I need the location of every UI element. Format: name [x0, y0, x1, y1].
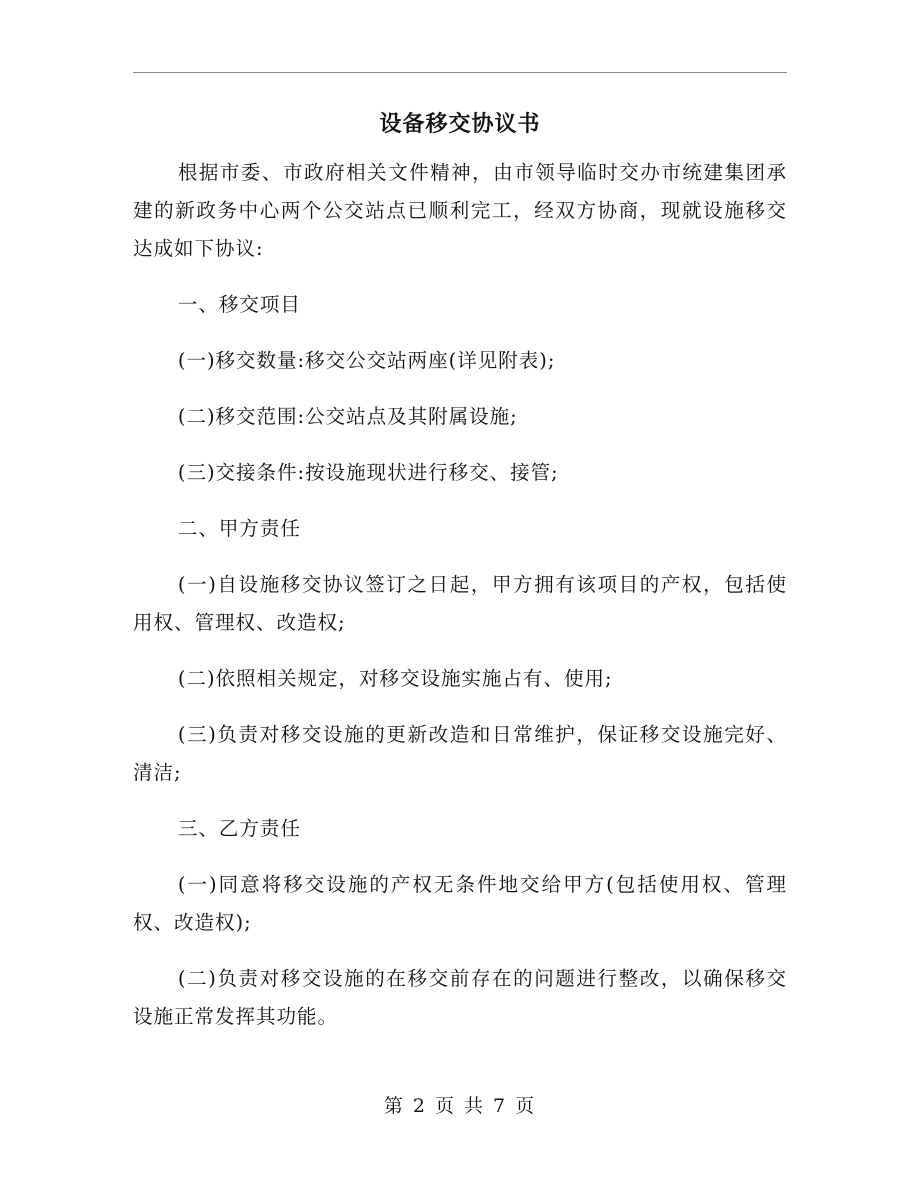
- paragraph-item: (一)同意将移交设施的产权无条件地交给甲方(包括使用权、管理权、改造权);: [133, 873, 787, 934]
- section-heading-1: 一、移交项目: [177, 293, 301, 316]
- paragraph-item: (二)负责对移交设施的在移交前存在的问题进行整改，以确保移交设施正常发挥其功能。: [133, 967, 787, 1028]
- paragraph-item: (一)移交数量:移交公交站两座(详见附表);: [177, 349, 556, 372]
- header-rule: [133, 72, 787, 73]
- paragraph-item: (二)依照相关规定，对移交设施实施占有、使用;: [177, 667, 613, 690]
- section-heading-3: 三、乙方责任: [177, 817, 301, 840]
- page-number: 第 2 页 共 7 页: [383, 1095, 537, 1117]
- paragraph-intro: 根据市委、市政府相关文件精神，由市领导临时交办市统建集团承建的新政务中心两个公交站点已顺利完工，经双方协商，现就设施移交达成如下协议:: [133, 161, 787, 260]
- section-heading-2: 二、甲方责任: [177, 517, 301, 540]
- paragraph-item: (一)自设施移交协议签订之日起，甲方拥有该项目的产权，包括使用权、管理权、改造权;: [133, 573, 787, 634]
- paragraph-item: (三)负责对移交设施的更新改造和日常维护，保证移交设施完好、清洁;: [133, 723, 787, 784]
- document-body: [133, 154, 787, 1036]
- paragraph-item: (二)移交范围:公交站点及其附属设施;: [177, 405, 518, 428]
- paragraph-item: (三)交接条件:按设施现状进行移交、接管;: [177, 461, 559, 484]
- document-title: 设备移交协议书: [379, 111, 541, 137]
